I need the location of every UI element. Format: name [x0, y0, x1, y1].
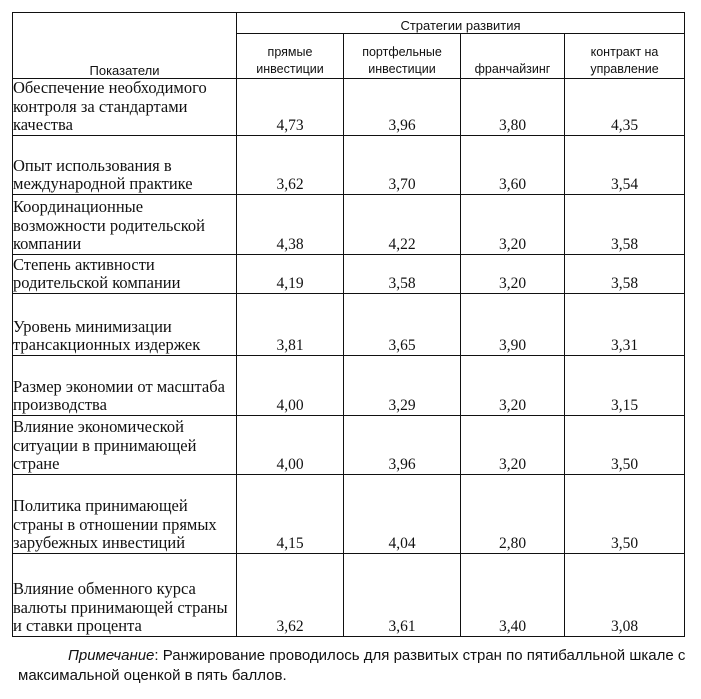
table-cell: 3,08: [565, 553, 685, 636]
table-cell: 3,70: [344, 135, 461, 194]
table-cell: 3,15: [565, 355, 685, 415]
table-row: [13, 254, 685, 293]
table-cell: 3,96: [344, 415, 461, 474]
table-cell: 4,35: [565, 79, 685, 136]
row-label: Степень активности родительской компании: [13, 254, 237, 293]
table-cell: 2,80: [461, 474, 565, 553]
table-cell: 3,50: [565, 474, 685, 553]
table-cell: 3,80: [461, 79, 565, 136]
table-cell: 3,58: [344, 254, 461, 293]
footnote-text: : Ранжирование проводилось для развитых стран по пятибалльной шкале с максимальной оценкой в пять баллов.: [18, 647, 686, 684]
table-row: [13, 553, 685, 636]
table-cell: 3,62: [237, 135, 344, 194]
row-label: Уровень минимизации трансакционных издержек: [13, 293, 237, 355]
table-cell: 3,20: [461, 254, 565, 293]
table-cell: 3,61: [344, 553, 461, 636]
table-row: [13, 135, 685, 194]
strategy-group-header: Стратегии развития: [237, 13, 685, 34]
table-cell: 4,38: [237, 194, 344, 254]
table-cell: 3,29: [344, 355, 461, 415]
table-cell: 3,65: [344, 293, 461, 355]
row-label: Влияние экономической ситуации в принимающей стране: [13, 415, 237, 474]
row-label: Размер экономии от масштаба производства: [13, 355, 237, 415]
table-cell: 4,22: [344, 194, 461, 254]
row-label: Координационные возможности родительской компании: [13, 194, 237, 254]
table-cell: 3,40: [461, 553, 565, 636]
table-cell: 3,20: [461, 415, 565, 474]
column-header-franchising: франчайзинг: [461, 34, 565, 79]
table-cell: 3,20: [461, 194, 565, 254]
table-cell: 3,54: [565, 135, 685, 194]
table-cell: 4,15: [237, 474, 344, 553]
indicator-header: Показатели: [13, 13, 237, 79]
table-cell: 3,96: [344, 79, 461, 136]
row-label: Обеспечение необходимого контроля за стандартами качества: [13, 79, 237, 136]
row-label: Политика принимающей страны в отношении прямых зарубежных инвестиций: [13, 474, 237, 553]
table-cell: 4,00: [237, 355, 344, 415]
table-cell: 3,58: [565, 194, 685, 254]
footnote-label: Примечание: [68, 647, 155, 664]
table-row: [13, 415, 685, 474]
table-row: [13, 474, 685, 553]
column-header-management-contract: контракт на управление: [565, 34, 685, 79]
table-cell: 4,00: [237, 415, 344, 474]
strategy-ranking-table: [12, 12, 685, 637]
table-cell: 3,20: [461, 355, 565, 415]
table-row: [13, 293, 685, 355]
column-header-portfolio-investment: портфельные инвестиции: [344, 34, 461, 79]
table-cell: 3,58: [565, 254, 685, 293]
table-row: [13, 194, 685, 254]
table-cell: 4,19: [237, 254, 344, 293]
table-footnote: [18, 646, 696, 686]
table-row: [13, 79, 685, 136]
row-label: Влияние обменного курса валюты принимающей страны и ставки процента: [13, 553, 237, 636]
table-cell: 3,62: [237, 553, 344, 636]
table-cell: 4,73: [237, 79, 344, 136]
row-label: Опыт использования в международной практике: [13, 135, 237, 194]
table-row: [13, 355, 685, 415]
table-cell: 3,31: [565, 293, 685, 355]
column-header-direct-investment: прямые инвестиции: [237, 34, 344, 79]
table-cell: 3,90: [461, 293, 565, 355]
table-cell: 3,60: [461, 135, 565, 194]
table-cell: 4,04: [344, 474, 461, 553]
table-cell: 3,81: [237, 293, 344, 355]
table-cell: 3,50: [565, 415, 685, 474]
